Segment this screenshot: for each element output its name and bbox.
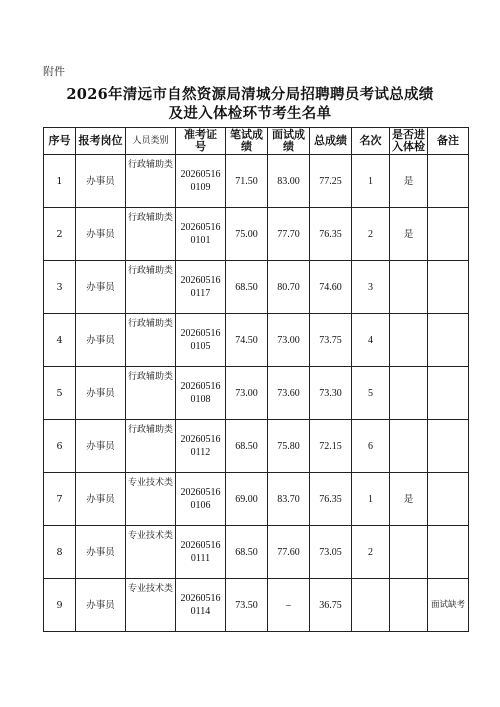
cell-category: 行政辅助类: [126, 208, 176, 261]
cell-rank: [352, 579, 390, 632]
cell-interview: 77.70: [268, 208, 310, 261]
cell-seq: 3: [44, 261, 76, 314]
header-exam-no-line2: 号: [195, 140, 206, 153]
table-row: [44, 261, 469, 314]
header-written: [226, 128, 268, 155]
table-row: [44, 473, 469, 526]
cell-interview: 77.60: [268, 526, 310, 579]
cell-interview: 75.80: [268, 420, 310, 473]
cell-category: 专业技术类: [126, 473, 176, 526]
cell-rank: 2: [352, 526, 390, 579]
cell-position: 办事员: [76, 314, 126, 367]
cell-remark: [428, 155, 469, 208]
cell-interview: 73.60: [268, 367, 310, 420]
header-total: 总成绩: [310, 128, 352, 155]
table-row: [44, 367, 469, 420]
cell-category: 行政辅助类: [126, 155, 176, 208]
cell-written: 75.00: [226, 208, 268, 261]
table-row: [44, 208, 469, 261]
cell-physical: 是: [390, 155, 428, 208]
cell-written: 68.50: [226, 420, 268, 473]
cell-written: 71.50: [226, 155, 268, 208]
header-position: 报考岗位: [76, 128, 126, 155]
cell-physical: [390, 261, 428, 314]
cell-exam-no: 20260516 0111: [176, 526, 226, 579]
cell-written: 73.50: [226, 579, 268, 632]
table-header-row: [44, 128, 469, 155]
header-category: 人员类别: [126, 128, 176, 155]
cell-physical: [390, 579, 428, 632]
cell-total: 74.60: [310, 261, 352, 314]
cell-rank: 6: [352, 420, 390, 473]
cell-rank: 2: [352, 208, 390, 261]
document-title-line1: 2026年清远市自然资源局清城分局招聘聘员考试总成绩: [66, 86, 434, 103]
cell-rank: 4: [352, 314, 390, 367]
cell-written: 69.00: [226, 473, 268, 526]
annex-label: 附件: [43, 65, 65, 78]
header-physical: [390, 128, 428, 155]
cell-seq: 4: [44, 314, 76, 367]
cell-position: 办事员: [76, 579, 126, 632]
cell-remark: [428, 208, 469, 261]
cell-physical: 是: [390, 208, 428, 261]
header-physical-line2: 入体检: [392, 140, 425, 153]
cell-position: 办事员: [76, 367, 126, 420]
cell-physical: [390, 526, 428, 579]
cell-position: 办事员: [76, 420, 126, 473]
table-body: [44, 155, 469, 632]
table-row: [44, 155, 469, 208]
cell-position: 办事员: [76, 155, 126, 208]
cell-exam-no: 20260516 0101: [176, 208, 226, 261]
header-interview-line1: 面试成: [272, 128, 305, 141]
cell-written: 68.50: [226, 261, 268, 314]
results-table: [43, 127, 469, 632]
cell-written: 73.00: [226, 367, 268, 420]
cell-exam-no: 20260516 0108: [176, 367, 226, 420]
table-row: [44, 579, 469, 632]
cell-seq: 2: [44, 208, 76, 261]
header-seq: 序号: [44, 128, 76, 155]
cell-position: 办事员: [76, 526, 126, 579]
cell-total: 73.05: [310, 526, 352, 579]
cell-category: 专业技术类: [126, 579, 176, 632]
table-row: [44, 314, 469, 367]
cell-remark: [428, 314, 469, 367]
cell-exam-no: 20260516 0114: [176, 579, 226, 632]
cell-rank: 1: [352, 155, 390, 208]
header-written-line1: 笔试成: [230, 128, 263, 141]
cell-seq: 1: [44, 155, 76, 208]
header-exam-no-line1: 准考证: [184, 128, 217, 141]
cell-total: 76.35: [310, 473, 352, 526]
cell-exam-no: 20260516 0106: [176, 473, 226, 526]
cell-interview: 73.00: [268, 314, 310, 367]
cell-category: 行政辅助类: [126, 420, 176, 473]
cell-total: 72.15: [310, 420, 352, 473]
cell-written: 68.50: [226, 526, 268, 579]
header-written-line2: 绩: [241, 140, 252, 153]
header-interview: [268, 128, 310, 155]
table-row: [44, 420, 469, 473]
cell-remark: [428, 261, 469, 314]
cell-remark: [428, 526, 469, 579]
cell-position: 办事员: [76, 208, 126, 261]
cell-seq: 9: [44, 579, 76, 632]
cell-remark: [428, 367, 469, 420]
cell-exam-no: 20260516 0105: [176, 314, 226, 367]
header-interview-line2: 绩: [283, 140, 294, 153]
cell-category: 行政辅助类: [126, 261, 176, 314]
cell-interview: 83.70: [268, 473, 310, 526]
cell-seq: 7: [44, 473, 76, 526]
cell-category: 专业技术类: [126, 526, 176, 579]
cell-total: 77.25: [310, 155, 352, 208]
header-remark: 备注: [428, 128, 469, 155]
cell-seq: 6: [44, 420, 76, 473]
document-title-line2: 及进入体检环节考生名单: [168, 105, 332, 122]
cell-position: 办事员: [76, 473, 126, 526]
cell-physical: [390, 420, 428, 473]
cell-remark: 面试缺考: [428, 579, 469, 632]
header-rank: 名次: [352, 128, 390, 155]
cell-remark: [428, 473, 469, 526]
cell-exam-no: 20260516 0112: [176, 420, 226, 473]
cell-interview: 80.70: [268, 261, 310, 314]
cell-exam-no: 20260516 0109: [176, 155, 226, 208]
cell-category: 行政辅助类: [126, 367, 176, 420]
header-physical-line1: 是否进: [392, 128, 425, 141]
cell-interview: 83.00: [268, 155, 310, 208]
cell-rank: 1: [352, 473, 390, 526]
cell-seq: 5: [44, 367, 76, 420]
cell-interview: –: [268, 579, 310, 632]
cell-remark: [428, 420, 469, 473]
header-exam-no: [176, 128, 226, 155]
cell-rank: 3: [352, 261, 390, 314]
cell-total: 76.35: [310, 208, 352, 261]
cell-category: 行政辅助类: [126, 314, 176, 367]
table-row: [44, 526, 469, 579]
cell-total: 36.75: [310, 579, 352, 632]
cell-physical: [390, 314, 428, 367]
cell-rank: 5: [352, 367, 390, 420]
cell-written: 74.50: [226, 314, 268, 367]
cell-physical: [390, 367, 428, 420]
cell-position: 办事员: [76, 261, 126, 314]
cell-total: 73.30: [310, 367, 352, 420]
cell-total: 73.75: [310, 314, 352, 367]
cell-seq: 8: [44, 526, 76, 579]
cell-physical: 是: [390, 473, 428, 526]
cell-exam-no: 20260516 0117: [176, 261, 226, 314]
